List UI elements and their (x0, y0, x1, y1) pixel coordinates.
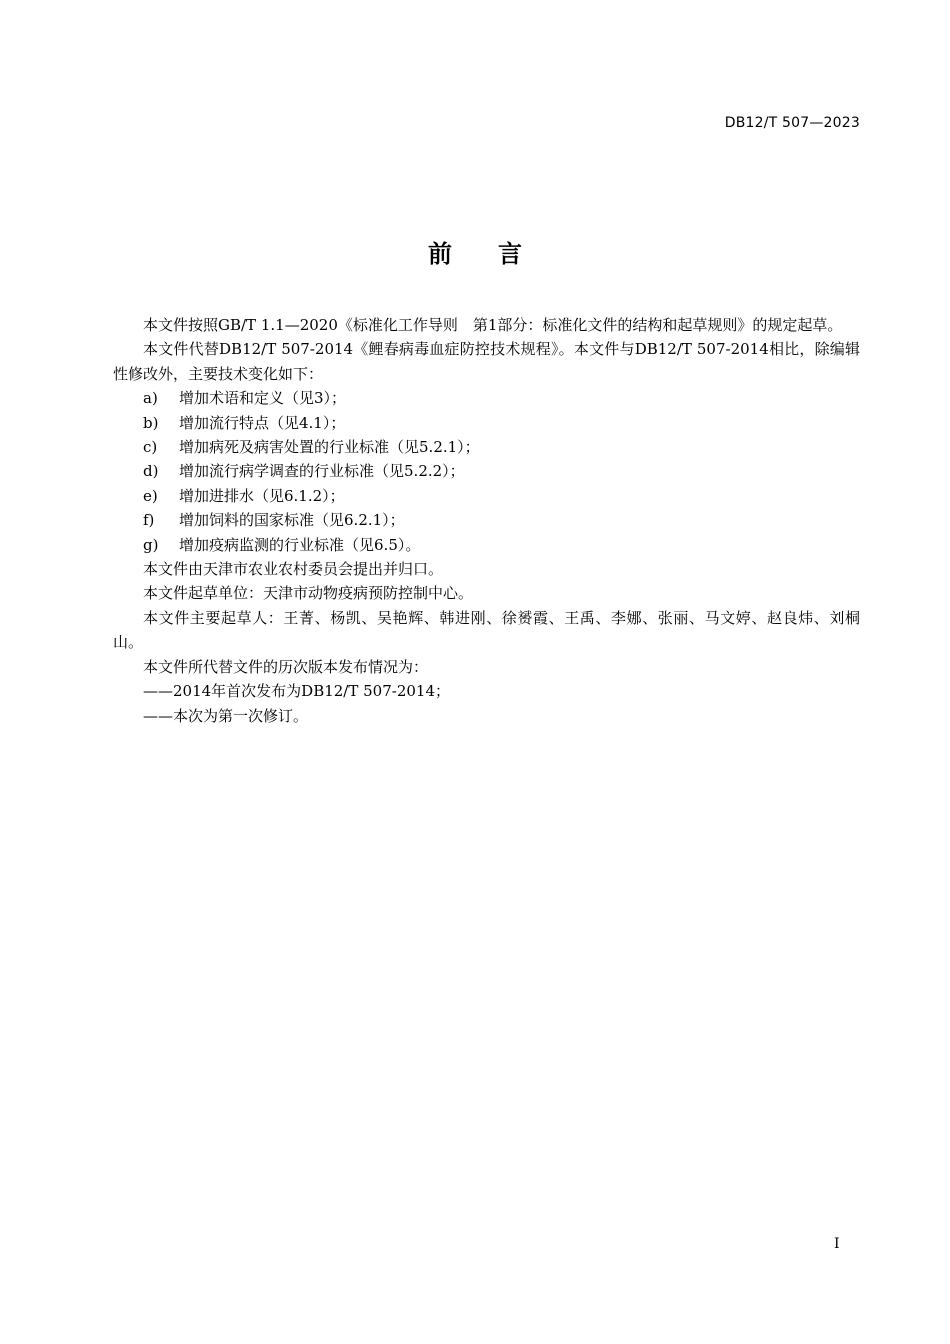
list-marker: d) (143, 462, 159, 481)
paragraph-drafting-basis: 本文件按照GB/T 1.1—2020《标准化工作导则 第1部分：标准化文件的结构和起草规则》的规定起草。 (143, 316, 843, 334)
change-item-b (113, 411, 860, 435)
change-item-e (113, 484, 860, 508)
paragraph-drafting-unit: 本文件起草单位：天津市动物疫病预防控制中心。 (143, 584, 474, 603)
paragraph-proposer: 本文件由天津市农业农村委员会提出并归口。 (143, 560, 444, 579)
document-code: DB12/T 507—2023 (724, 115, 860, 131)
list-item-text: 增加进排水（见6.1.2）； (179, 486, 345, 505)
list-marker: e) (143, 486, 158, 505)
list-item-text: 增加病死及病害处置的行业标准（见5.2.1）； (179, 438, 480, 457)
page-title: 前言 (428, 240, 568, 268)
change-item-a (113, 386, 860, 410)
list-item-text: 增加疫病监测的行业标准（见6.5）。 (179, 535, 421, 554)
page-number: I (834, 1236, 840, 1252)
paragraph-version-history: 本文件所代替文件的历次版本发布情况为： (143, 657, 429, 676)
list-item-text: 增加流行特点（见4.1）； (179, 413, 346, 432)
paragraph-replacement: 本文件代替DB12/T 507-2014《鲤春病毒血症防控技术规程》。本文件与DB12/T 507-2014相比，除编辑性修改外，主要技术变化如下： (113, 340, 860, 383)
change-item-f (113, 508, 860, 532)
list-marker: f) (143, 511, 155, 530)
list-marker: a) (143, 389, 158, 408)
list-item-text: 增加术语和定义（见3）； (179, 389, 347, 408)
history-item-revision: ——本次为第一次修订。 (143, 706, 309, 725)
change-item-c (113, 435, 860, 459)
list-marker: c) (143, 438, 158, 457)
list-marker: g) (143, 535, 159, 554)
history-item-first-release: ——2014年首次发布为DB12/T 507-2014； (143, 682, 451, 701)
list-item-text: 增加饲料的国家标准（见6.2.1）； (179, 511, 405, 530)
paragraph-drafters: 本文件主要起草人：王菁、杨凯、吴艳辉、韩进刚、徐赟霞、王禹、李娜、张丽、马文婷、赵良炜、刘桐山。 (113, 608, 860, 652)
foreword-body (113, 313, 860, 728)
change-item-g (113, 533, 860, 557)
change-item-d (113, 459, 860, 483)
list-marker: b) (143, 413, 159, 432)
list-item-text: 增加流行病学调查的行业标准（见5.2.2）； (179, 462, 465, 481)
